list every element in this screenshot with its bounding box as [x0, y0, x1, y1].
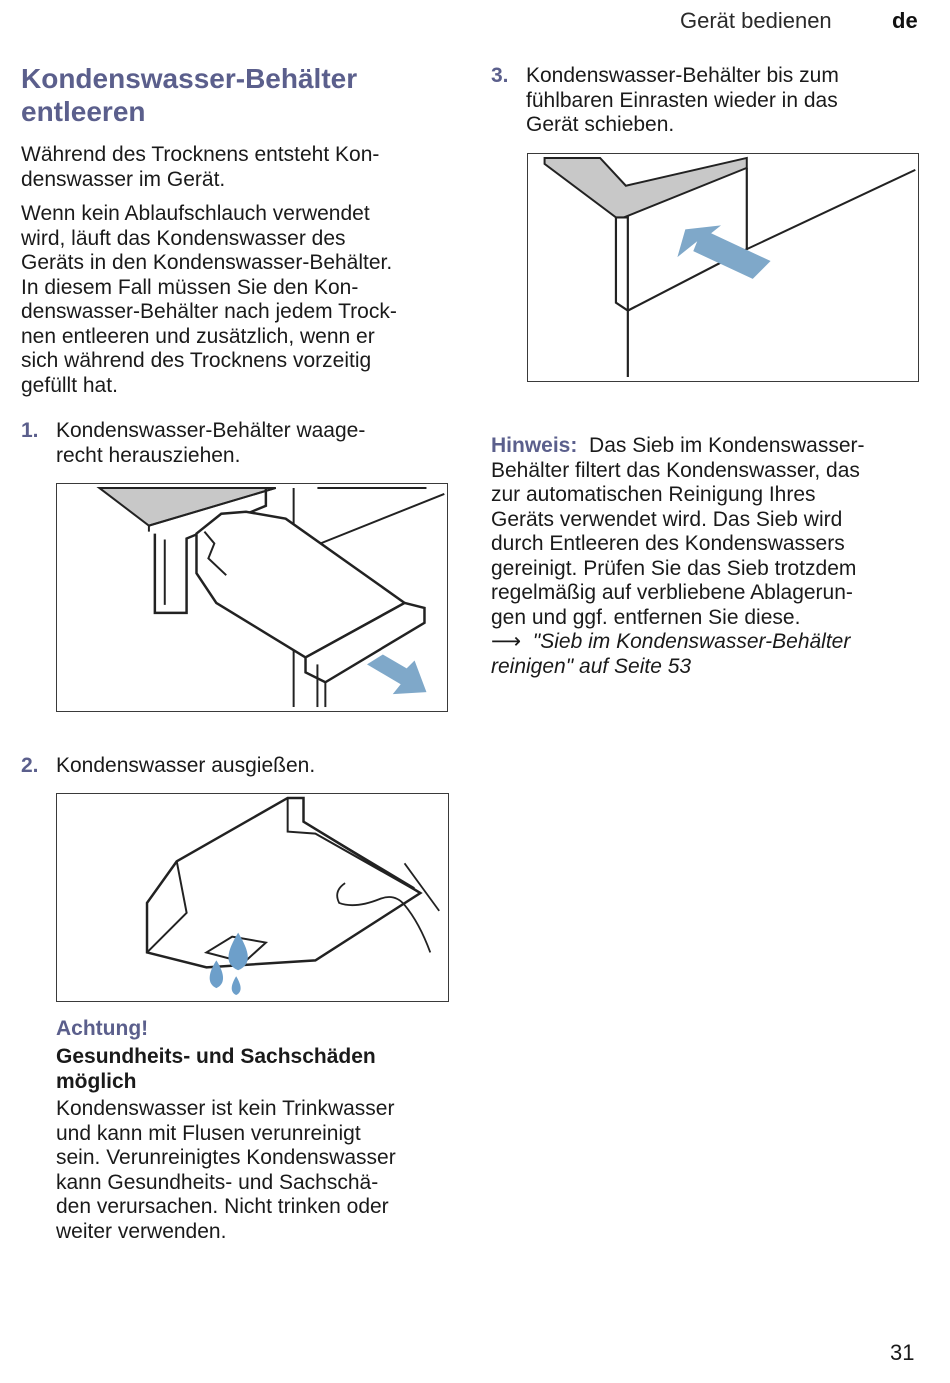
step-1-text — [56, 419, 456, 468]
illustration-pull-out — [57, 484, 447, 711]
text-line: wird, läuft das Kondenswasser des — [21, 226, 346, 250]
illustration-pour-water — [57, 794, 448, 1001]
step-3-text — [526, 64, 936, 138]
figure-pull-out-container — [56, 483, 448, 712]
text-line: Behälter filtert das Kondenswasser, das — [491, 458, 860, 482]
section-title — [21, 62, 451, 128]
intro-paragraph — [21, 143, 461, 192]
step-number: 2. — [21, 754, 39, 777]
text-line: Geräts verwendet wird. Das Sieb wird — [491, 507, 843, 531]
figure-pour-out-water — [56, 793, 449, 1002]
warning-label: Achtung! — [56, 1017, 149, 1040]
text-line: Kondenswasser-Behälter waage- — [56, 419, 366, 442]
reference-text: "Sieb im Kondenswasser-Behälter — [532, 630, 851, 653]
text-line: Kondenswasser ausgießen. — [56, 754, 316, 777]
text-line: fühlbaren Einrasten wieder in das — [526, 88, 838, 112]
text-line: den verursachen. Nicht trinken oder — [56, 1195, 389, 1218]
text-line: Kondenswasser-Behälter bis zum — [526, 64, 839, 87]
text-line: In diesem Fall müssen Sie den Kon- — [21, 275, 359, 299]
text-line: sich während des Trocknens vorzeitig — [21, 349, 372, 372]
text-line: möglich — [56, 1069, 137, 1093]
text-line: Während des Trocknens entsteht Kon- — [21, 143, 380, 166]
text-line: Geräts in den Kondenswasser-Behälter. — [21, 251, 393, 274]
text-line: weiter verwenden. — [56, 1219, 227, 1243]
text-line: Gesundheits- und Sachschäden — [56, 1045, 376, 1068]
warning-subtitle — [56, 1045, 456, 1094]
text-line: recht herausziehen. — [56, 443, 241, 467]
note-block — [491, 434, 931, 679]
text-line: und kann mit Flusen verunreinigt — [56, 1121, 361, 1145]
text-line: gefüllt hat. — [21, 373, 118, 397]
text-line: regelmäßig auf verbliebene Ablagerun- — [491, 581, 853, 604]
warning-body — [56, 1097, 456, 1244]
step-number: 3. — [491, 64, 509, 87]
text-line: denswasser im Gerät. — [21, 167, 226, 191]
text-line: denswasser-Behälter nach jedem Trock- — [21, 300, 397, 323]
text-line: nen entleeren und zusätzlich, wenn er — [21, 324, 375, 348]
running-header-section: Gerät bedienen — [680, 8, 832, 33]
text-line: Wenn kein Ablaufschlauch verwendet — [21, 202, 370, 225]
text-line: gereinigt. Prüfen Sie das Sieb trotzdem — [491, 556, 857, 580]
cross-reference-link[interactable] — [491, 630, 931, 655]
title-line: Kondenswasser-Behälter — [21, 63, 358, 94]
title-line: entleeren — [21, 96, 146, 127]
page-number: 31 — [890, 1340, 915, 1365]
text-segment: Das Sieb im Kondenswasser- — [589, 434, 865, 457]
text-line: Kondenswasser ist kein Trinkwasser — [56, 1097, 395, 1120]
note-first-line — [491, 434, 931, 459]
step-number: 1. — [21, 419, 39, 442]
text-line: durch Entleeren des Kondenswassers — [491, 532, 845, 555]
text-line: gen und ggf. entfernen Sie diese. — [491, 605, 801, 629]
illustration-push-in — [528, 154, 918, 381]
figure-push-in-container — [527, 153, 919, 382]
explanation-paragraph — [21, 202, 461, 398]
text-line: zur automatischen Reinigung Ihres — [491, 483, 816, 506]
language-code: de — [892, 8, 918, 33]
text-line: sein. Verunreinigtes Kondenswasser — [56, 1146, 396, 1169]
arrow-right-icon: ⟶ — [491, 630, 522, 653]
text-line: kann Gesundheits- und Sachschä- — [56, 1170, 379, 1194]
text-line: Gerät schieben. — [526, 113, 675, 136]
note-label: Hinweis: — [491, 434, 578, 457]
step-2-text — [56, 754, 456, 779]
reference-text: reinigen" auf Seite 53 — [491, 654, 692, 678]
